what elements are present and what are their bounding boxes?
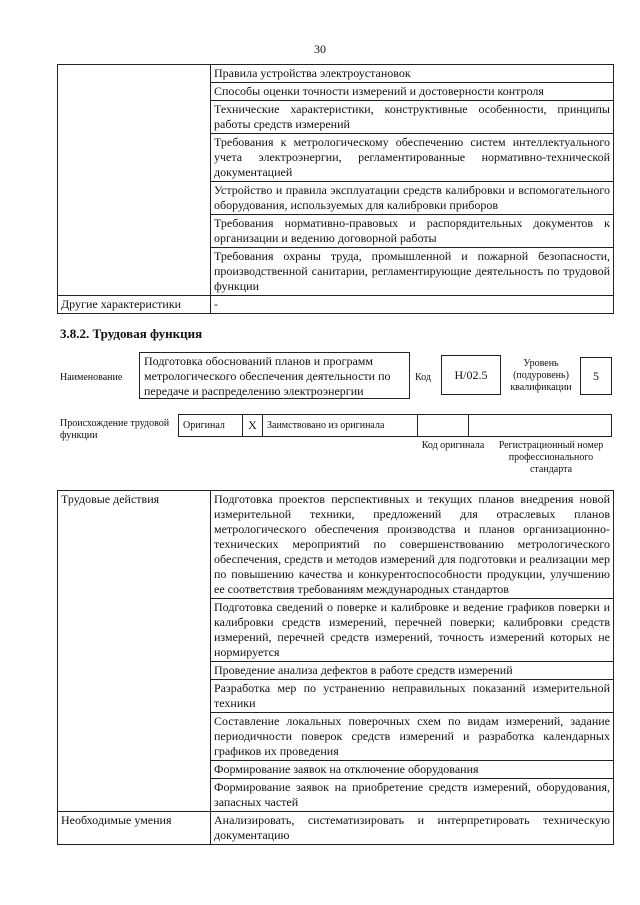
table-cell-left: Необходимые умения	[58, 812, 211, 845]
table-cell-right: Проведение анализа дефектов в работе средств измерений	[211, 662, 614, 680]
table-row	[58, 65, 614, 83]
section-heading: 3.8.2. Трудовая функция	[60, 326, 203, 341]
original-cell: Оригинал	[178, 414, 243, 437]
code-original-caption: Код оригинала	[421, 440, 485, 451]
table-cell-right: Требования охраны труда, промышленной и пожарной безопасности, производственной санитарии, регламентирующие деятельность по трудовой функции	[211, 248, 614, 296]
table-row	[58, 296, 614, 314]
original-mark-cell: X	[242, 414, 263, 437]
reg-number-caption: Регистрационный номер профессионального стандарта	[498, 440, 604, 475]
table-cell-right: Составление локальных поверочных схем по видам измерений, задание периодичности поверок средств измерений и разработка календарных графиков их проведения	[211, 713, 614, 761]
table-cell-right: Подготовка сведений о поверке и калибровке и ведение графиков поверки и калибровки средств измерений, перечней поверки; калибровки средств измерений, перечней средств измерений, точность измерений которых не нормируется	[211, 599, 614, 662]
table-cell-right: Устройство и правила эксплуатации средств калибровки и вспомогательного оборудования, используемых для калибровки приборов	[211, 182, 614, 215]
table-cell-right: Анализировать, систематизировать и интерпретировать техническую документацию	[211, 812, 614, 845]
table-cell-left: Трудовые действия	[58, 491, 211, 812]
origin-reg-cell	[468, 414, 612, 437]
origin-label: Происхождение трудовой функции	[60, 418, 170, 441]
table-cell-left	[58, 65, 211, 296]
table-cell-right: -	[211, 296, 614, 314]
table-cell-right: Разработка мер по устранению неправильных показаний измерительной техники	[211, 680, 614, 713]
level-label: Уровень (подуровень) квалификации	[510, 358, 572, 393]
table-cell-right: Подготовка проектов перспективных и текущих планов внедрения новой измерительной техники, предложений для отраслевых планов метрологического обеспечения производства и планов организационно-технических мероприятий по совершенствованию метрологического обеспечения, средств и методов измерений для подготовки и реализации мер по повышению качества и конкурентоспособности продукции, улучшению ее соответствия требованиям международных стандартов	[211, 491, 614, 599]
table-cell-right: Формирование заявок на приобретение средств измерений, оборудования, запасных частей	[211, 779, 614, 812]
table-cell-right: Правила устройства электроустановок	[211, 65, 614, 83]
code-label: Код	[415, 372, 431, 383]
page-number: 30	[314, 42, 326, 56]
knowledge-table	[57, 64, 614, 314]
table-cell-right: Технические характеристики, конструктивные особенности, принципы работы средств измерений	[211, 101, 614, 134]
labor-actions-table	[57, 490, 614, 845]
name-label: Наименование	[60, 372, 123, 383]
level-value-box: 5	[580, 357, 612, 395]
borrowed-cell: Заимствовано из оригинала	[262, 414, 418, 437]
table-cell-right: Требования нормативно-правовых и распорядительных документов к организации и ведению договорной работы	[211, 215, 614, 248]
table-cell-right: Способы оценки точности измерений и достоверности контроля	[211, 83, 614, 101]
table-cell-right: Требования к метрологическому обеспечению систем интеллектуального учета электроэнергии, регламентированные нормативно-технической документацией	[211, 134, 614, 182]
table-row	[58, 812, 614, 845]
table-cell-left: Другие характеристики	[58, 296, 211, 314]
origin-row	[178, 414, 612, 437]
function-name-box: Подготовка обоснований планов и программ метрологического обеспечения деятельности по передаче и распределению электроэнергии	[139, 352, 410, 399]
table-row	[58, 491, 614, 599]
origin-code-cell	[417, 414, 469, 437]
code-value-box: Н/02.5	[441, 355, 501, 395]
table-cell-right: Формирование заявок на отключение оборудования	[211, 761, 614, 779]
